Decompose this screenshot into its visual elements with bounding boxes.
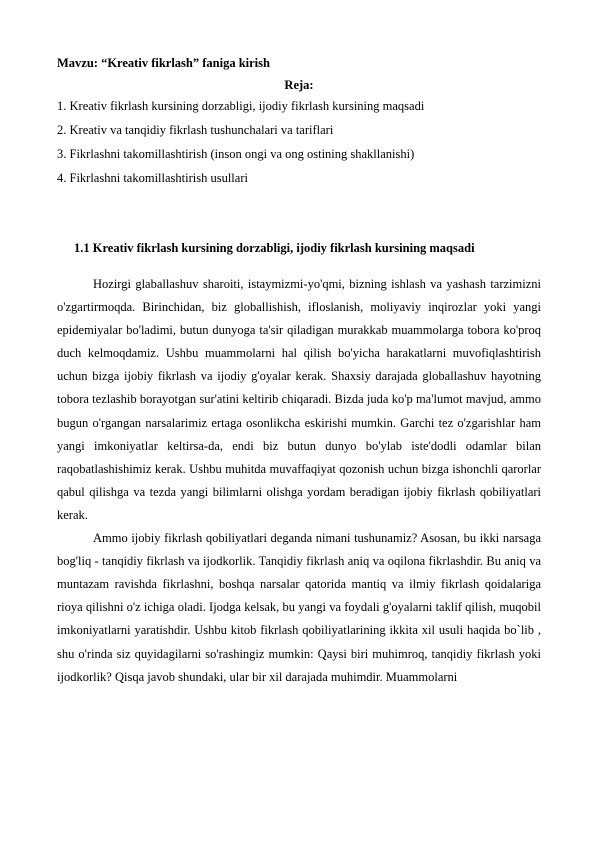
section-heading: 1.1 Kreativ fikrlash kursining dorzabligi, ijodiy fikrlash kursining maqsadi bbox=[74, 241, 475, 255]
plan-item: 3. Fikrlashni takomillashtirish (inson ongi va ong ostining shakllanishi) bbox=[57, 147, 415, 161]
plan-title: Reja: bbox=[284, 78, 314, 92]
document-page bbox=[57, 55, 541, 689]
plan-item: 4. Fikrlashni takomillashtirish usullari bbox=[57, 171, 248, 185]
plan-item: 2. Kreativ va tanqidiy fikrlash tushunchalari va tariflari bbox=[57, 123, 334, 137]
document-topic: Mavzu: “Kreativ fikrlash” faniga kirish bbox=[57, 56, 270, 70]
body-paragraph: Ammo ijobiy fikrlash qobiliyatlari deganda nimani tushunamiz? Asosan, bu ikki narsaga bog'liq - tanqidiy fikrlash va ijodkorlik. Tanqidiy fikrlash aniq va oqilona fikrlashdir. Bu aniq va muntazam ravishda fikrlashni, boshqa narsalar qatorida mantiq va ilmiy fikrlash qoidalariga rioya qilishni o'z ichiga oladi. Ijodga kelsak, bu yangi va foydali g'oyalarni taklif qilish, muqobil imkoniyatlarni yaratishdir. Ushbu kitob fikrlash qobiliyatlarining ikkita xil usuli haqida bo`lib , shu o'rinda siz quyidagilarni so'rashingiz mumkin: Qaysi biri muhimroq, tanqidiy fikrlash yoki ijodkorlik? Qisqa javob shundaki, ular bir xil darajada muhimdir. Muammolarni bbox=[57, 531, 541, 684]
plan-list bbox=[57, 98, 541, 187]
plan-item: 1. Kreativ fikrlash kursining dorzabligi, ijodiy fikrlash kursining maqsadi bbox=[57, 99, 425, 113]
body-paragraph: Hozirgi glaballashuv sharoiti, istaymizmi-yo'qmi, bizning ishlash va yashash tarzimizni o'zgartirmoqda. Birinchidan, biz globallishish, ifloslanish, moliyaviy inqirozlar yoki yangi epidemiyalar bo'ladimi, butun dunyoga ta'sir qiladigan murakkab muammolarga tobora ko'proq duch kelmoqdamiz. Ushbu muammolarni hal qilish bo'yicha harakatlarni muvofiqlashtirish uchun bizga ijobiy fikrlash va ijodiy g'oyalar kerak. Shaxsiy darajada globallashuv hayotning tobora tezlashib borayotgan sur'atini keltirib chiqaradi. Bizda juda ko'p ma'lumot mavjud, ammo bugun o'rgangan narsalarimiz ertaga osonlikcha eskirishi mumkin. Garchi tez o'zgarishlar ham yangi imkoniyatlar keltirsa-da, endi biz butun dunyo bo'ylab iste'dodli odamlar bilan raqobatlashishimiz kerak. Ushbu muhitda muvaffaqiyat qozonish uchun bizga ishonchli qarorlar qabul qilishga va tezda yangi bilimlarni olishga yordam beradigan ijobiy fikrlash qobiliyatlari kerak. bbox=[57, 277, 541, 522]
